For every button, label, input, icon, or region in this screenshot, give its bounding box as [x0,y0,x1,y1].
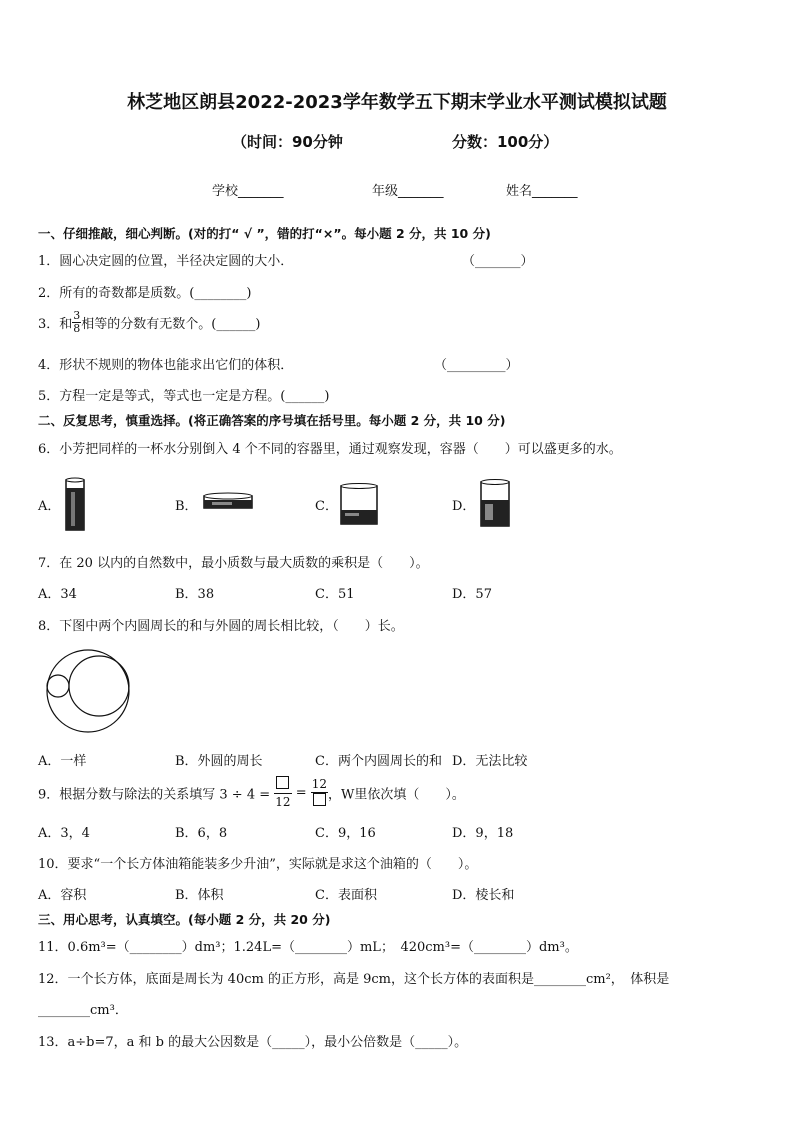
fraction-num-12: 12 [311,777,328,791]
q6-option-d[interactable]: D． [452,499,476,514]
fraction-12-box [311,776,328,810]
box-numerator [274,776,291,794]
question-1-blank[interactable]: （_______） [462,254,534,269]
question-9 [38,776,465,810]
fraction-denominator: 8 [73,322,81,335]
q10-option-a[interactable]: A．容积 [38,888,87,903]
question-9-post: ，W里依次填（ ）。 [328,787,465,803]
question-9-pre: 9．根据分数与除法的关系填写 3 ÷ 4 = [38,787,271,803]
inner-circle-small [47,675,69,697]
container-c-icon [338,482,380,526]
question-2: 2．所有的奇数都是质数。(________) [38,286,252,301]
question-1: 1．圆心决定圆的位置，半径决定圆的大小． [38,254,294,269]
circles-diagram [42,648,134,734]
question-7: 7．在 20 以内的自然数中，最小质数与最大质数的乘积是（ ）。 [38,556,429,571]
fraction-box-12 [274,776,291,810]
section3-heading: 三、用心思考，认真填空。(每小题 2 分，共 20 分) [38,912,331,927]
q8-option-d[interactable]: D．无法比较 [452,754,528,769]
q9-option-b[interactable]: B．6，8 [175,826,228,841]
question-8: 8．下图中两个内圆周长的和与外圆的周长相比较，（ ）长。 [38,619,404,634]
fraction-numerator: 3 [73,309,81,322]
exam-time: （时间：90分钟 [232,133,343,151]
grade-field[interactable]: 年级_______ [372,184,444,199]
q8-option-a[interactable]: A．一样 [38,754,87,769]
q7-option-a[interactable]: A．34 [38,587,77,602]
question-11: 11．0.6m³=（________）dm³；1.24L=（________）mL； 420cm³=（________）dm³。 [38,940,578,955]
page-title: 林芝地区朗县2022-2023学年数学五下期末学业水平测试模拟试题 [127,92,667,113]
question-12-cont: ________cm³． [38,1003,128,1018]
name-field[interactable]: 姓名_______ [506,184,578,199]
empty-box-icon [313,793,326,806]
q10-option-c[interactable]: C．表面积 [315,888,377,903]
inner-circle-large [69,656,129,716]
q9-option-c[interactable]: C．9，16 [315,826,376,841]
section2-heading: 二、反复思考，慎重选择。(将正确答案的序号填在括号里。每小题 2 分，共 10 分) [38,413,506,428]
equals-sign: = [295,785,307,801]
q8-option-c[interactable]: C．两个内圆周长的和 [315,754,442,769]
q7-option-b[interactable]: B．38 [175,587,215,602]
question-4-blank[interactable]: （_________） [434,358,519,373]
question-3 [38,310,260,335]
question-3-pre: 3．和 [38,317,73,332]
container-a-icon [62,476,88,532]
q10-option-b[interactable]: B．体积 [175,888,224,903]
question-5: 5．方程一定是等式，等式也一定是方程。(______) [38,389,330,404]
q8-option-b[interactable]: B．外圆的周长 [175,754,263,769]
question-13: 13．a÷b=7，a 和 b 的最大公因数是（_____），最小公倍数是（_____）。 [38,1035,468,1050]
section1-heading: 一、仔细推敲，细心判断。(对的打“ √ ”，错的打“×”。每小题 2 分，共 10 分) [38,226,491,241]
q6-option-b[interactable]: B． [175,499,198,514]
question-6: 6．小芳把同样的一杯水分别倒入 4 个不同的容器里，通过观察发现，容器（ ）可以盛更多的水。 [38,442,622,457]
q6-option-a[interactable]: A． [38,499,61,514]
q9-option-d[interactable]: D．9，18 [452,826,514,841]
q10-option-d[interactable]: D．棱长和 [452,888,515,903]
question-3-post: 相等的分数有无数个。(______) [81,317,261,332]
q6-option-c[interactable]: C． [315,499,338,514]
exam-score: 分数：100分） [452,133,559,151]
q9-option-a[interactable]: A．3，4 [38,826,90,841]
question-4: 4．形状不规则的物体也能求出它们的体积． [38,358,294,373]
container-b-icon [200,490,256,514]
empty-box-icon [276,776,289,789]
question-12: 12．一个长方体，底面是周长为 40cm 的正方形，高是 9cm，这个长方体的表面积是________cm²， 体积是 [38,972,670,987]
question-10: 10．要求“一个长方体油箱能装多少升油”，实际就是求这个油箱的（ ）。 [38,857,478,872]
fraction-den-12: 12 [275,795,291,809]
container-d-icon [478,478,512,528]
box-denominator [311,793,328,810]
school-field[interactable]: 学校_______ [212,184,284,199]
fraction-3-8 [72,310,81,335]
q7-option-c[interactable]: C．51 [315,587,355,602]
q7-option-d[interactable]: D．57 [452,587,492,602]
